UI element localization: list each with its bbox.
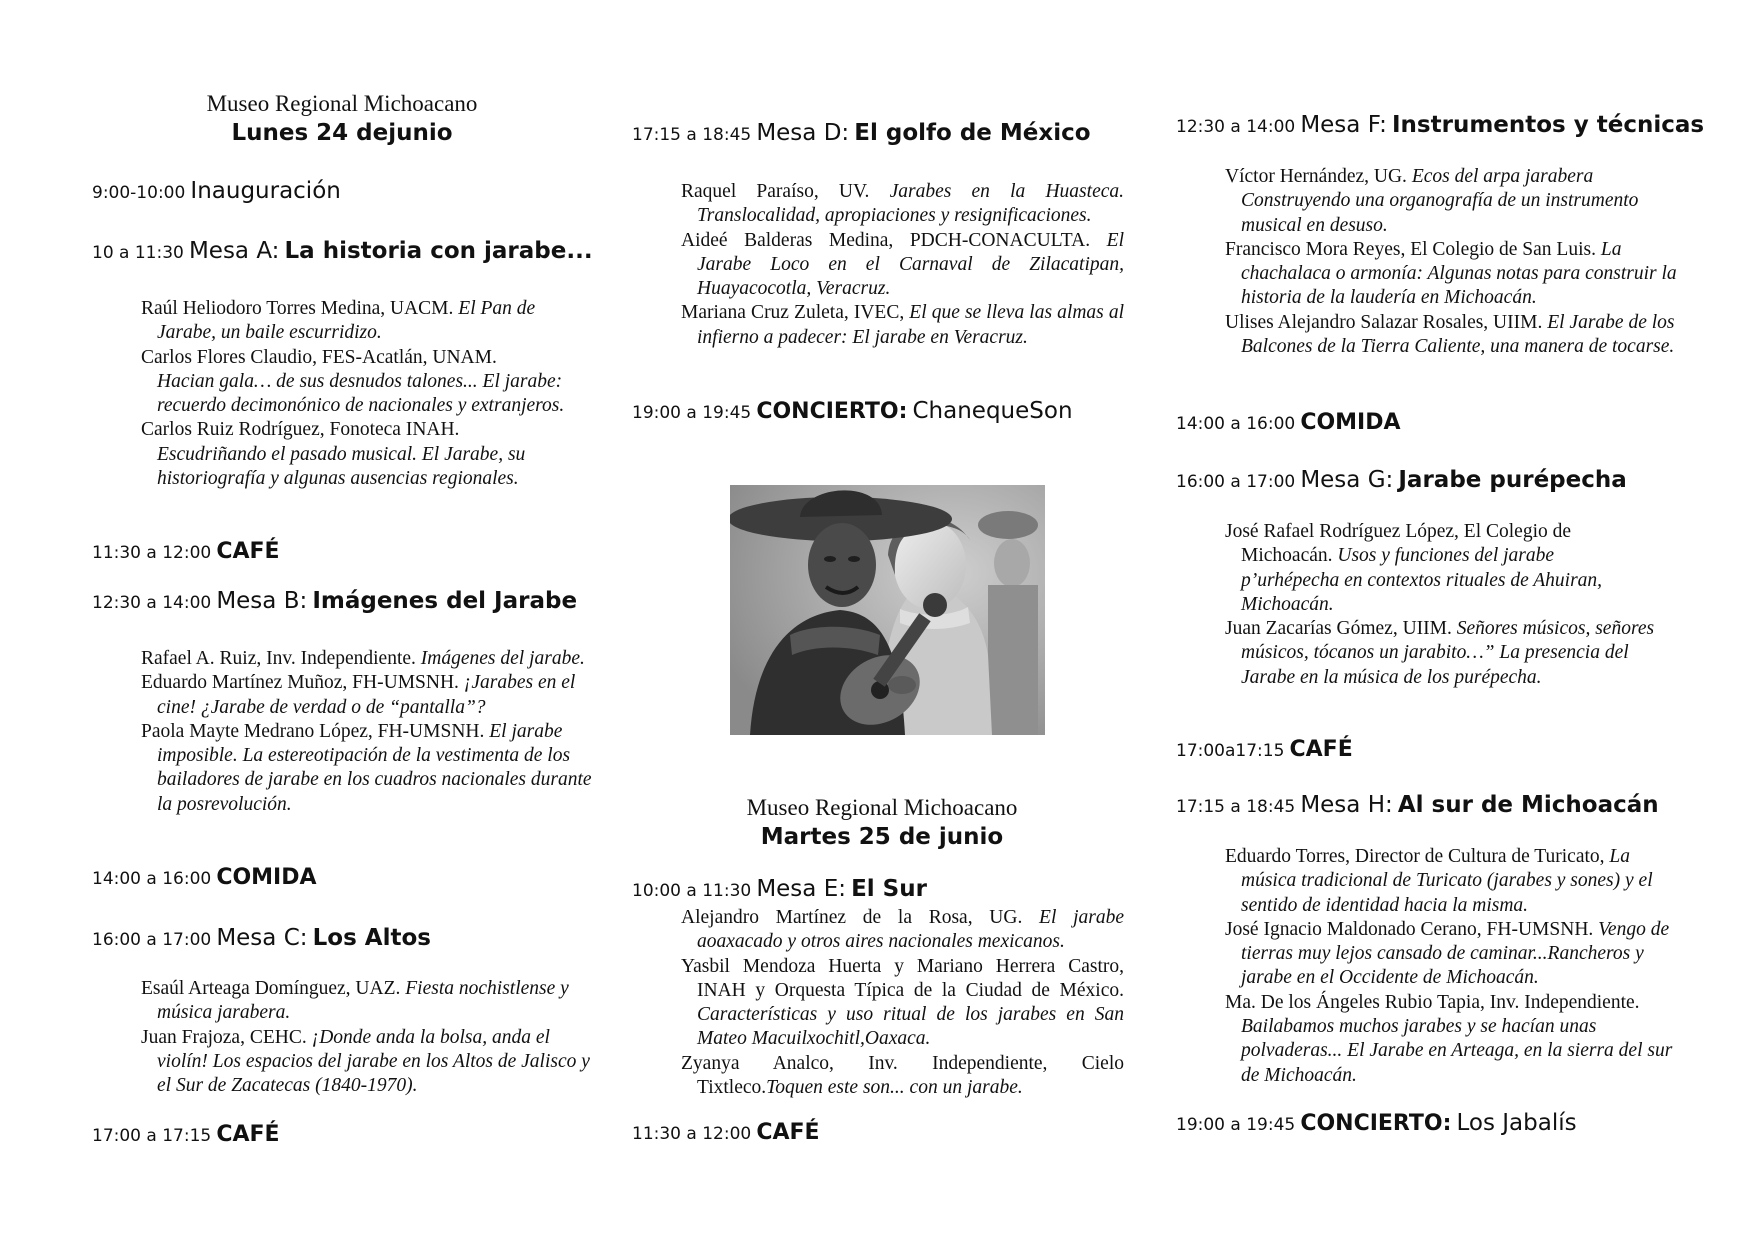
concert [632,398,1073,424]
concert [1176,1110,1577,1136]
talk-item [141,1026,593,1099]
venue-title: Museo Regional Michoacano [746,795,1018,820]
session-time: 14:00 a 16:00 [92,869,212,889]
talk-author: José Ignacio Maldonado Cerano, FH-UMSNH. [1225,918,1594,940]
talk-title: El que se lleva las almas al infierno a padecer: El jarabe en Veracruz. [697,302,1124,348]
session-label: Inauguración [190,178,341,204]
talk-list [681,906,1124,1100]
talk-author: Aideé Balderas Medina, PDCH-CONACULTA. [681,229,1091,251]
talk-title: La música tradicional de Turicato (jarabes y sones) y el sentido de identidad hacia la misma. [1241,846,1653,916]
talk-title: El jarabe imposible. La estereotipación de la vestimenta de los bailadores de jarabe en los cuadros nacionales durante la posrevolución. [157,720,592,815]
talk-list [141,977,593,1098]
mesa-label: Mesa E: [756,876,846,902]
session-mesa-b [92,588,577,614]
session-time: 17:00a17:15 [1176,741,1285,761]
talk-author: Eduardo Torres, Director de Cultura de Turicato, [1225,846,1605,867]
talk-item [1225,520,1655,617]
session-mesa-e [632,876,927,902]
talk-author: Zyanya Analco, Inv. Independiente, Cielo Tixtleco. [681,1052,1124,1099]
talk-author: Alejandro Martínez de la Rosa, UG. [681,907,1023,928]
break-label: COMIDA [1300,410,1401,435]
talk-author: Yasbil Mendoza Huerta y Mariano Herrera Castro, INAH y Orquesta Típica de la Ciudad de México. [681,955,1124,1001]
mesa-title: La historia con jarabe... [284,238,593,264]
mesa-label: Mesa C: [216,925,308,951]
venue-title: Museo Regional Michoacano [206,91,478,116]
talk-item [1225,165,1680,238]
session-time: 11:30 a 12:00 [632,1124,752,1144]
talk-author: Ulises Alejandro Salazar Rosales, UIIM. [1225,311,1543,333]
talk-item [681,229,1124,302]
talk-title: El Jarabe de los Balcones de la Tierra Caliente, una manera de tocarse. [1241,311,1675,358]
concert-label: CONCIERTO: [1300,1111,1452,1136]
session-mesa-a [92,238,593,264]
session-time: 12:30 a 14:00 [92,593,212,613]
session-time: 17:15 a 18:45 [632,125,752,145]
talk-title: Fiesta nochistlense y música jarabera. [157,978,569,1024]
talk-title: Toquen este son... con un jarabe. [766,1077,1023,1099]
mesa-title: El Sur [851,876,927,902]
talk-item [1225,238,1680,311]
talk-author: Carlos Ruiz Rodríguez, Fonoteca INAH. [141,419,460,441]
talk-author: Juan Zacarías Gómez, UIIM. [1225,618,1452,640]
talk-item [141,346,593,419]
talk-author: Eduardo Martínez Muñoz, FH-UMSNH. [141,672,459,694]
talk-item [141,297,593,346]
talk-item [681,955,1124,1052]
talk-item [681,1052,1124,1101]
talk-author: Juan Frajoza, CEHC. [141,1026,307,1048]
mesa-label: Mesa D: [756,120,850,146]
talk-author: Raúl Heliodoro Torres Medina, UACM. [141,298,454,319]
break-cafe [92,1122,280,1147]
session-time: 19:00 a 19:45 [1176,1115,1296,1135]
break-label: CAFÉ [756,1120,820,1145]
talk-author: Mariana Cruz Zuleta, IVEC, [681,302,905,324]
session-time: 17:00 a 17:15 [92,1126,212,1146]
talk-item [681,906,1124,955]
talk-title: Características y uso ritual de los jarabes en San Mateo Macuilxochitl,Oaxaca. [697,1004,1124,1050]
talk-item [141,720,593,817]
talk-item [1225,311,1680,360]
concert-label: CONCIERTO: [756,399,908,424]
talk-list [681,180,1124,350]
mesa-title: Imágenes del Jarabe [312,588,578,614]
session-time: 19:00 a 19:45 [632,403,752,423]
talk-author: Raquel Paraíso, UV. [681,181,870,202]
session-mesa-c [92,925,431,951]
mesa-label: Mesa A: [188,238,280,264]
talk-title: Vengo de tierras muy lejos cansado de caminar...Rancheros y jarabe en el Occidente de Michoacán. [1241,918,1670,989]
talk-list [1225,520,1655,690]
talk-list [1225,165,1680,359]
session-mesa-f [1176,112,1704,138]
mesa-title: Al sur de Michoacán [1397,792,1659,818]
mesa-label: Mesa H: [1300,792,1393,818]
talk-item [1225,845,1680,918]
session-inauguracion [92,178,341,204]
talk-item [141,647,593,671]
talk-author: Carlos Flores Claudio, FES-Acatlán, UNAM. [141,346,497,368]
talk-author: José Rafael Rodríguez López, El Colegio de Michoacán. [1225,521,1572,567]
talk-item [1225,918,1680,991]
concert-performer: ChanequeSon [912,398,1073,424]
talk-item [1225,991,1680,1088]
talk-title: La chachalaca o armonía: Algunas notas para construir la historia de la laudería en Michoacán. [1241,238,1677,309]
day-title: Martes 25 de junio [760,824,1004,850]
talk-author: Ma. De los Ángeles Rubio Tapia, Inv. Independiente. [1225,991,1640,1013]
mesa-label: Mesa B: [216,588,308,614]
session-time: 12:30 a 14:00 [1176,117,1296,137]
talk-author: Esaúl Arteaga Domínguez, UAZ. [141,978,401,999]
talk-title: Imágenes del jarabe. [420,648,585,669]
talk-list [141,297,593,491]
concert-performer: Los Jabalís [1456,1110,1577,1136]
talk-item [1225,617,1655,690]
engraving-illustration [730,485,1045,735]
talk-title: Ecos del arpa jarabera Construyendo una organografía de un instrumento musical en desuso. [1241,166,1639,236]
talk-item [141,977,593,1026]
session-time: 11:30 a 12:00 [92,543,212,563]
session-time: 10:00 a 11:30 [632,881,752,901]
talk-title: Bailabamos muchos jarabes y se hacían unas polvaderas... El Jarabe en Arteaga, en la sierra del sur de Michoacán. [1241,1016,1673,1086]
session-time: 17:15 a 18:45 [1176,797,1296,817]
mesa-title: Instrumentos y técnicas [1391,112,1705,138]
talk-title: El jarabe aoaxacado y otros aires nacionales mexicanos. [697,907,1125,953]
talk-title: Señores músicos, señores músicos, tócanos un jarabito…” La presencia del Jarabe en la música de los purépecha. [1241,618,1655,688]
session-time: 14:00 a 16:00 [1176,414,1296,434]
talk-title: El Jarabe Loco en el Carnaval de Zilacatipan, Huayacocotla, Veracruz. [697,229,1124,300]
talk-author: Víctor Hernández, UG. [1225,166,1407,187]
session-mesa-g [1176,467,1627,493]
session-time: 16:00 a 17:00 [1176,472,1296,492]
break-label: CAFÉ [1289,737,1353,762]
talk-title: Hacian gala… de sus desnudos talones... El jarabe: recuerdo decimonónico de nacionales y extranjeros. [157,370,565,417]
day1-header [92,90,592,148]
break-cafe [92,539,280,564]
session-mesa-h [1176,792,1659,818]
talk-author: Rafael A. Ruiz, Inv. Independiente. [141,648,416,669]
break-comida [92,865,317,890]
break-label: CAFÉ [216,1122,280,1147]
talk-list [141,647,593,817]
talk-title: Jarabes en la Huasteca. Translocalidad, apropiaciones y resignificaciones. [697,181,1124,227]
day2-header [632,794,1132,852]
talk-title: El Pan de Jarabe, un baile escurridizo. [157,298,536,344]
session-mesa-d [632,120,1091,146]
day-title: Lunes 24 dejunio [231,120,453,146]
talk-item [681,301,1124,350]
talk-author: Francisco Mora Reyes, El Colegio de San Luis. [1225,238,1596,260]
session-time: 16:00 a 17:00 [92,930,212,950]
mesa-label: Mesa G: [1300,467,1394,493]
talk-item [141,418,593,491]
talk-list [1225,845,1680,1088]
talk-title: Usos y funciones del jarabe p’urhépecha en contextos rituales de Ahuiran, Michoacán. [1241,545,1603,615]
mesa-title: Los Altos [312,925,431,951]
talk-author: Paola Mayte Medrano López, FH-UMSNH. [141,720,485,742]
mesa-title: El golfo de México [854,120,1091,146]
session-time: 9:00-10:00 [92,183,186,203]
talk-title: ¡Jarabes en el cine! ¿Jarabe de verdad o de “pantalla”? [157,672,576,718]
break-label: CAFÉ [216,539,280,564]
talk-title: Escudriñando el pasado musical. El Jarabe, su historiografía y algunas ausencias regionales. [157,443,526,490]
talk-title: ¡Donde anda la bolsa, anda el violín! Los espacios del jarabe en los Altos de Jalisco y el Sur de Zacatecas (1840-1970). [157,1026,590,1097]
break-cafe [1176,737,1353,762]
mesa-title: Jarabe purépecha [1398,467,1627,493]
break-comida [1176,410,1401,435]
talk-item [681,180,1124,229]
engraving-image [730,485,1045,735]
break-cafe [632,1120,820,1145]
session-time: 10 a 11:30 [92,243,184,263]
mesa-label: Mesa F: [1300,112,1387,138]
talk-item [141,671,593,720]
break-label: COMIDA [216,865,317,890]
